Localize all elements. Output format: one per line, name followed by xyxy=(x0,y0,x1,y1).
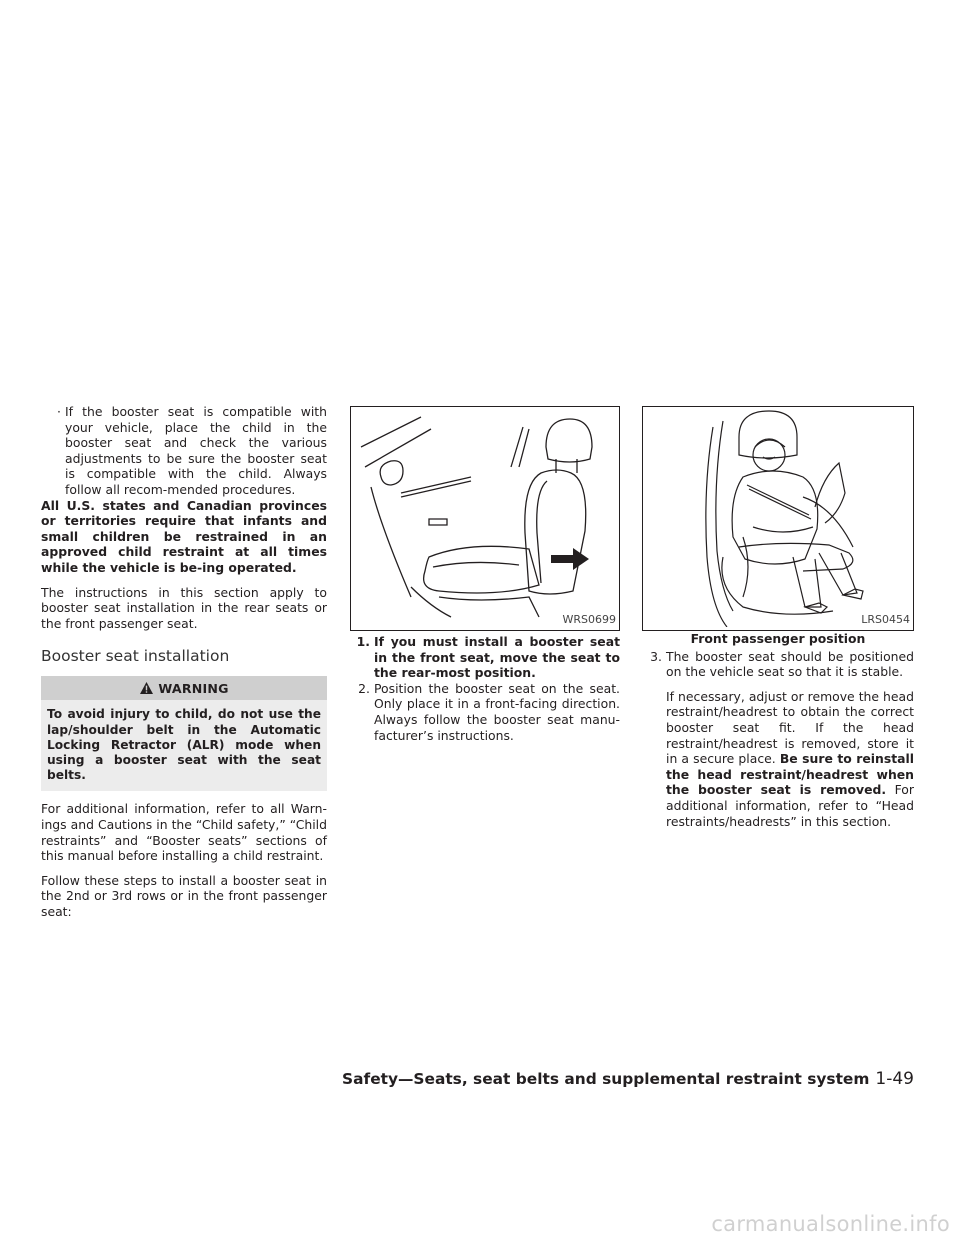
detail-text-bold: Be sure to reinstall the head restraint/headrest when the booster seat is removed. xyxy=(666,751,915,798)
compatibility-bullet xyxy=(41,404,327,498)
step-number: 3. xyxy=(650,648,662,664)
booster-seat-figure xyxy=(642,406,914,631)
warning-title: WARNING xyxy=(158,680,229,696)
footer-section-title: Safety—Seats, seat belts and supplemental restraint system xyxy=(342,1070,870,1088)
middle-column xyxy=(350,406,620,743)
right-column xyxy=(642,406,914,829)
section-heading: Booster seat installation xyxy=(41,647,230,666)
watermark: carmanualsonline.info xyxy=(711,1212,950,1236)
instructions-paragraph: The instructions in this section apply to booster seat installation in the rear seats or the front passenger seat. xyxy=(41,584,327,631)
figure-caption: Front passenger position xyxy=(690,631,866,646)
step-3-detail xyxy=(642,689,914,829)
step-text: The booster seat should be positioned on the vehicle seat so that it is stable. xyxy=(666,648,914,680)
left-column xyxy=(41,404,327,928)
bullet-text: If the booster seat is compatible with your vehicle, place the child in the booster seat and check the various adjustments to be sure the booster seat is compatible with the child. Always follow all recom-mended procedures. xyxy=(65,404,327,497)
detail-text-start: If necessary, adjust or remove the head restraint/headrest to obtain the correct booster seat fit. If the head restraint/headrest is removed, store it in a secure place. xyxy=(666,688,914,767)
detail-text-end: For additional information, refer to “Head restraints/headrests” in this section. xyxy=(666,782,914,829)
step-text: Position the booster seat on the seat. Only place it in a front-facing direction. Always follow the booster seat manu-facturer’s instructions. xyxy=(374,680,620,743)
warning-header xyxy=(41,676,327,700)
page-number: 1-49 xyxy=(875,1069,914,1089)
additional-info-paragraph: For additional information, refer to all Warn-ings and Cautions in the “Child safety,” “Child restraints” and “Booster seats” sections of this manual before installing a child restraint. xyxy=(41,801,327,864)
front-seat-illustration xyxy=(351,407,618,627)
seat-position-figure xyxy=(350,406,620,631)
follow-steps-paragraph: Follow these steps to install a booster seat in the 2nd or 3rd rows or in the front passenger seat: xyxy=(41,872,327,919)
step-text: If you must install a booster seat in the front seat, move the seat to the rear-most position. xyxy=(374,634,620,681)
warning-text: To avoid injury to child, do not use the lap/shoulder belt in the Automatic Locking Retractor (ALR) mode when using a booster seat with the seat belts. xyxy=(41,700,327,791)
step-number: 2. xyxy=(358,680,370,696)
step-1 xyxy=(350,634,620,681)
steps-list xyxy=(350,634,620,743)
step-3 xyxy=(642,649,914,680)
figure-code: WRS0699 xyxy=(562,613,616,627)
legal-requirement-paragraph: All U.S. states and Canadian provinces or territories require that infants and small children be restrained in an approved child restraint at all times while the vehicle is be-ing operated. xyxy=(41,497,327,575)
step-2 xyxy=(350,681,620,743)
steps-list xyxy=(642,649,914,830)
step-number: 1. xyxy=(356,634,370,649)
warning-triangle-icon xyxy=(139,681,154,695)
warning-box xyxy=(41,676,327,791)
page-footer xyxy=(342,1069,914,1089)
figure-code: LRS0454 xyxy=(861,613,910,627)
bullet-marker: · xyxy=(57,404,61,419)
child-in-booster-illustration xyxy=(643,407,912,627)
